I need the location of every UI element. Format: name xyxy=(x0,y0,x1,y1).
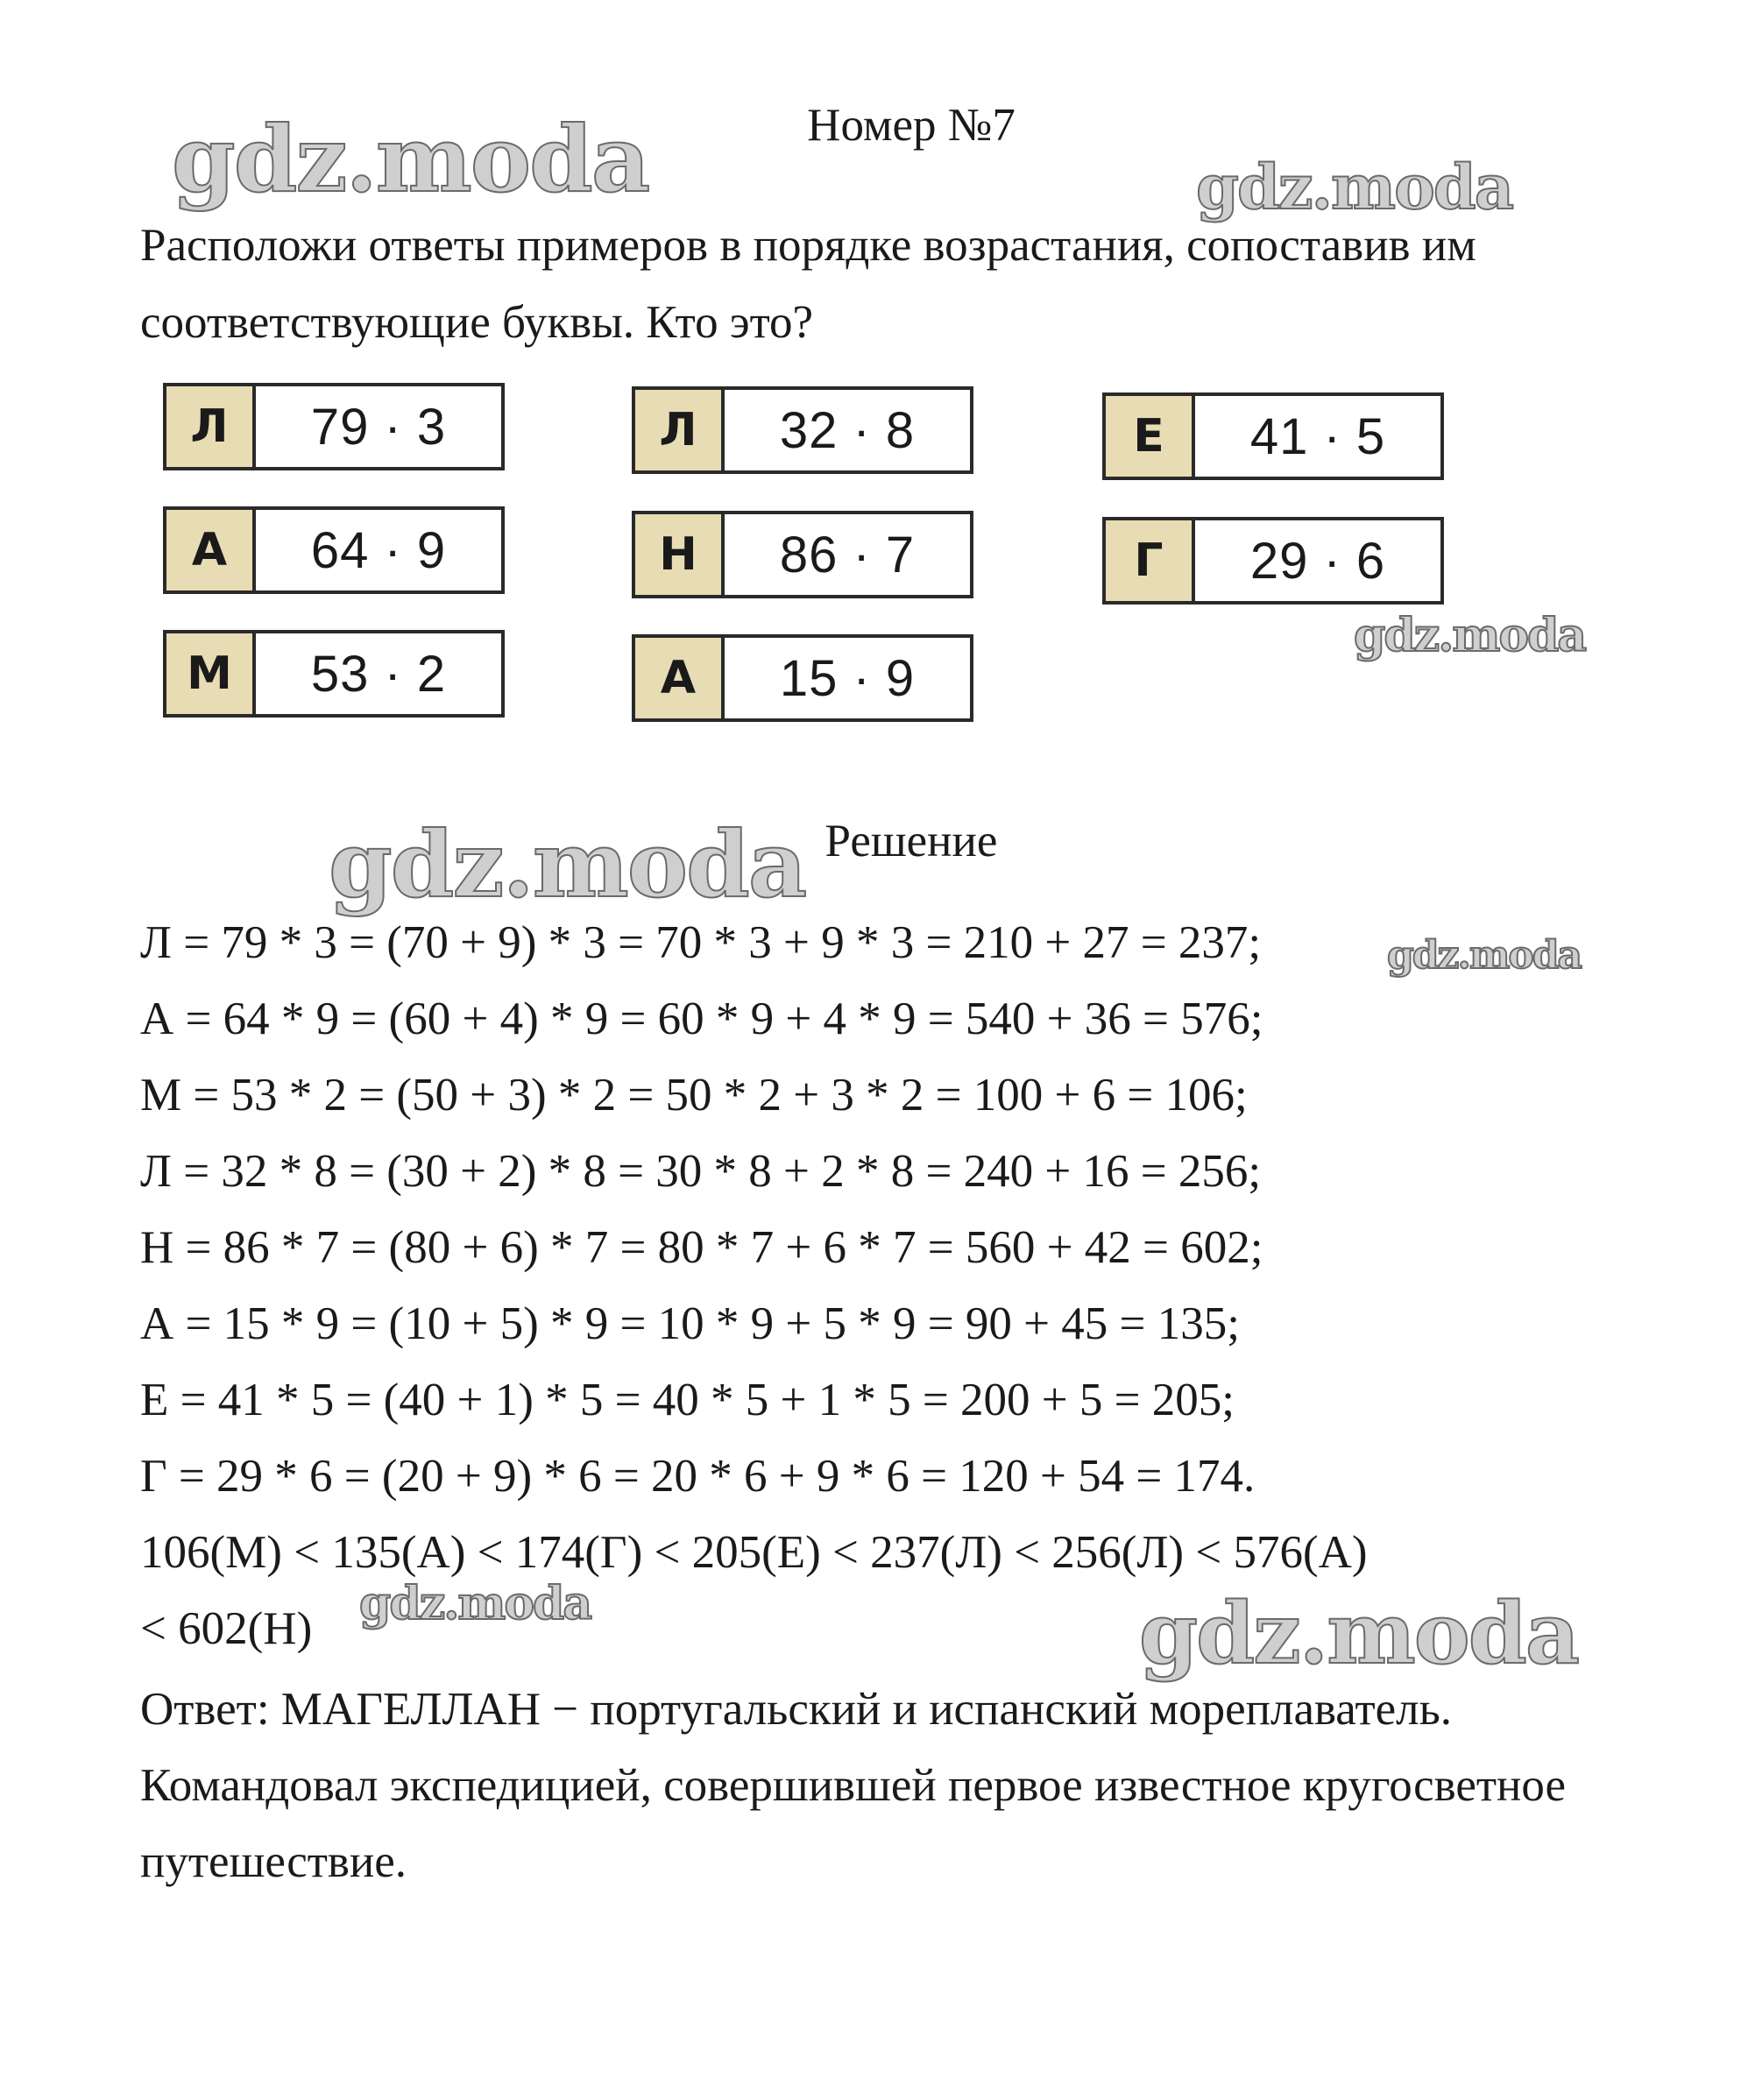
watermark: gdz.moda xyxy=(1196,151,1513,223)
example-card xyxy=(163,630,505,718)
watermark: gdz.moda xyxy=(359,1577,591,1630)
card-letter: Л xyxy=(635,390,725,470)
answer-text: Ответ: МАГЕЛЛАН − португальский и испанский мореплаватель. Командовал экспедицией, совершившей первое известное кругосветное путешествие. xyxy=(140,1684,1567,1887)
solution-line: А = 15 * 9 = (10 + 5) * 9 = 10 * 9 + 5 * 9 = 90 + 45 = 135; xyxy=(140,1298,1240,1349)
solution-line: М = 53 * 2 = (50 + 3) * 2 = 50 * 2 + 3 * 2 = 100 + 6 = 106; xyxy=(140,1070,1248,1121)
task-text: Расположи ответы примеров в порядке возрастания, сопоставив им соответствующие буквы. Кто это? xyxy=(140,220,1476,348)
card-letter: Л xyxy=(166,386,256,467)
solution-line: Л = 79 * 3 = (70 + 9) * 3 = 70 * 3 + 9 * 3 = 210 + 27 = 237; xyxy=(140,917,1262,968)
card-expression: 41 · 5 xyxy=(1249,407,1386,465)
example-card xyxy=(632,634,973,722)
example-card xyxy=(1102,517,1444,605)
watermark: gdz.moda xyxy=(1139,1584,1579,1683)
example-card xyxy=(163,506,505,594)
watermark: gdz.moda xyxy=(172,105,649,213)
card-letter: Н xyxy=(635,514,725,595)
comparison-line: < 602(Н) xyxy=(140,1603,313,1654)
card-expression: 15 · 9 xyxy=(779,649,916,707)
card-expression: 79 · 3 xyxy=(310,398,447,456)
example-card xyxy=(632,511,973,598)
card-letter: А xyxy=(166,510,256,590)
card-letter: А xyxy=(635,638,725,718)
solution-line: Е = 41 * 5 = (40 + 1) * 5 = 40 * 5 + 1 * 5 = 200 + 5 = 205; xyxy=(140,1375,1235,1425)
card-letter: Г xyxy=(1106,520,1195,601)
card-letter: М xyxy=(166,633,256,714)
example-card xyxy=(1102,392,1444,480)
solution-line: Н = 86 * 7 = (80 + 6) * 7 = 80 * 7 + 6 * 7 = 560 + 42 = 602; xyxy=(140,1222,1263,1273)
card-expression: 53 · 2 xyxy=(310,645,447,703)
solution-line: Л = 32 * 8 = (30 + 2) * 8 = 30 * 8 + 2 * 8 = 240 + 16 = 256; xyxy=(140,1146,1262,1197)
solution-line: А = 64 * 9 = (60 + 4) * 9 = 60 * 9 + 4 * 9 = 540 + 36 = 576; xyxy=(140,993,1263,1044)
example-card xyxy=(163,383,505,470)
card-letter: Е xyxy=(1106,396,1195,477)
watermark: gdz.moda xyxy=(1354,609,1586,662)
watermark: gdz.moda xyxy=(1387,933,1582,978)
card-expression: 64 · 9 xyxy=(310,521,447,579)
page-title: Номер №7 xyxy=(807,100,1016,151)
watermark: gdz.moda xyxy=(329,810,806,918)
solution-title: Решение xyxy=(824,816,998,866)
card-expression: 86 · 7 xyxy=(779,526,916,583)
example-card xyxy=(632,386,973,474)
solution-line: Г = 29 * 6 = (20 + 9) * 6 = 20 * 6 + 9 * 6 = 120 + 54 = 174. xyxy=(140,1451,1256,1502)
solution-body xyxy=(140,905,1682,1667)
card-expression: 29 · 6 xyxy=(1249,532,1386,590)
card-expression: 32 · 8 xyxy=(779,401,916,459)
comparison-line: 106(М) < 135(А) < 174(Г) < 205(Е) < 237(Л) < 256(Л) < 576(А) xyxy=(140,1527,1368,1578)
